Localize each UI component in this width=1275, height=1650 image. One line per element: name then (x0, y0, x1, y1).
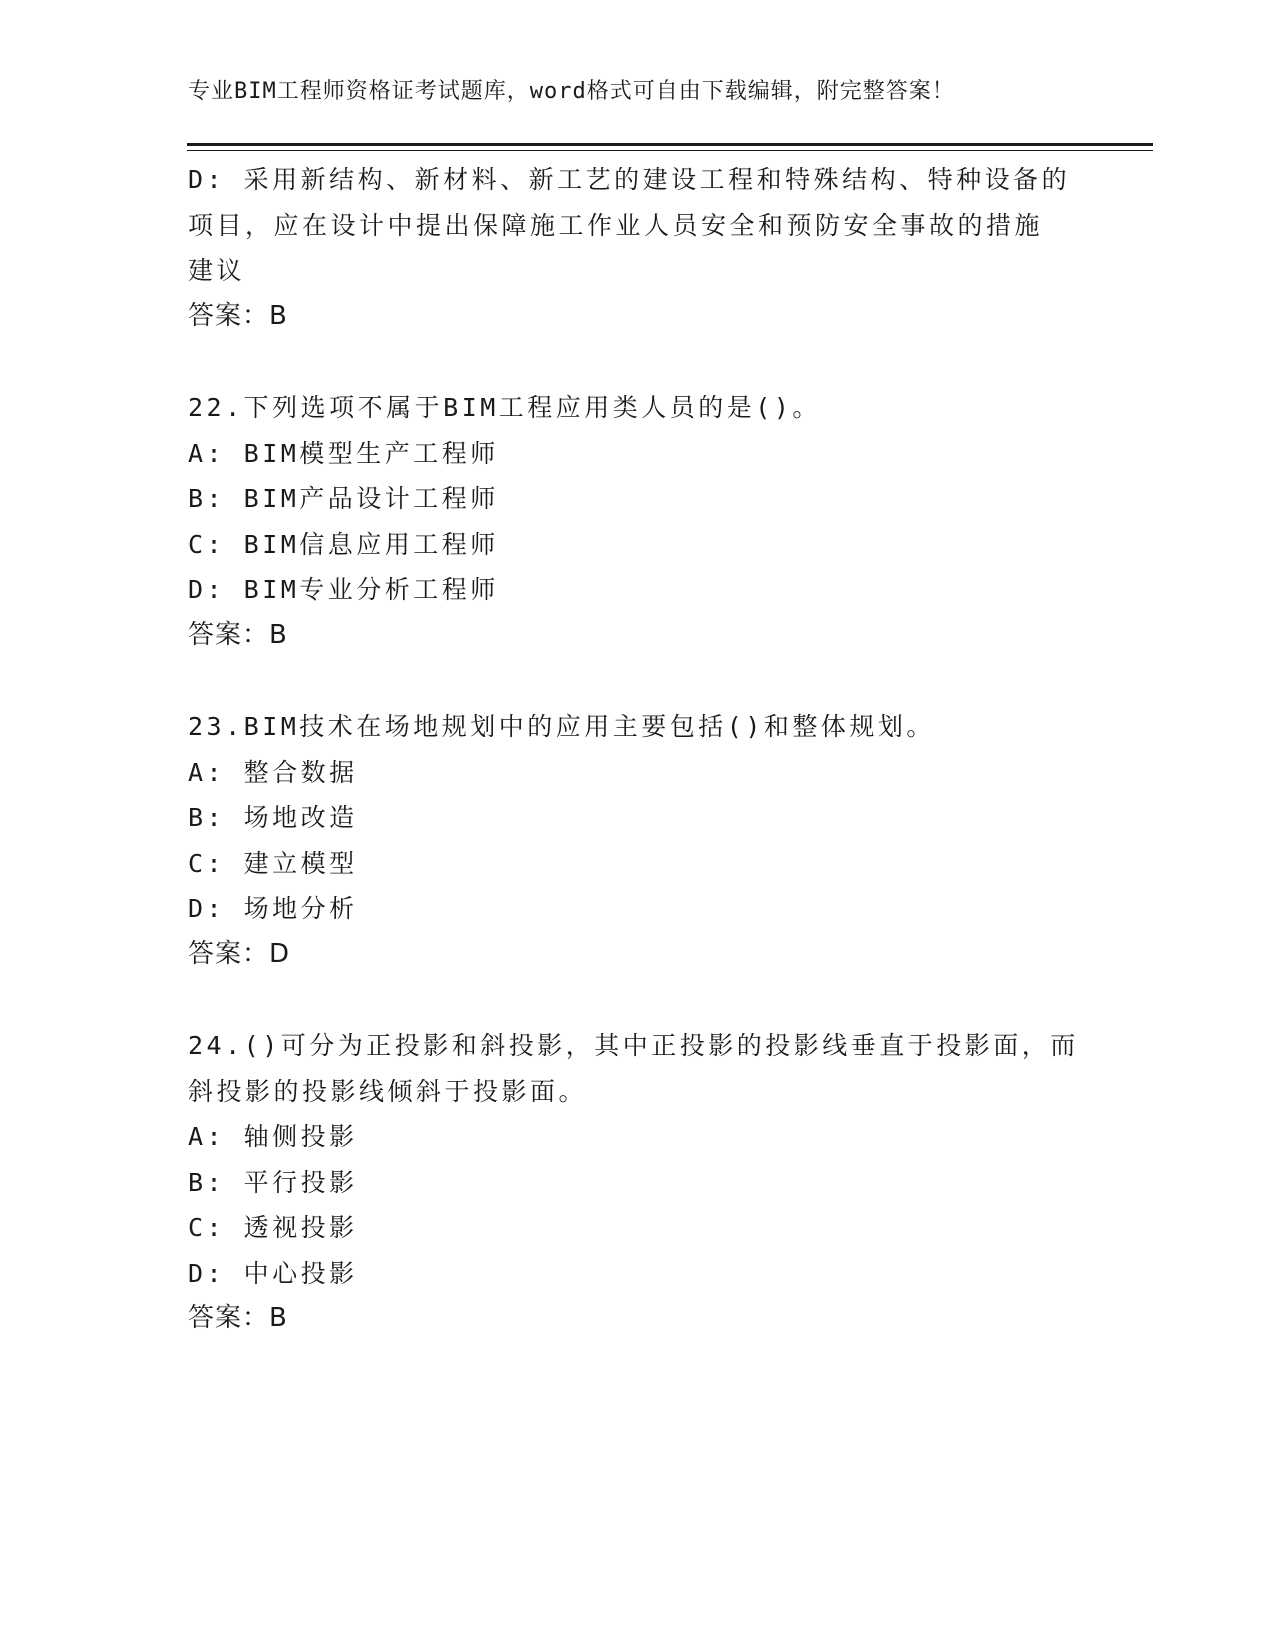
answer-line: 答案：B (188, 619, 288, 650)
question-24 (188, 1023, 1088, 1342)
option-a: A: 轴侧投影 (188, 1122, 358, 1151)
spacer (188, 658, 1088, 704)
answer-line: 答案：D (188, 938, 291, 969)
question-stem: 22.下列选项不属于BIM工程应用类人员的是()。 (188, 393, 821, 422)
question-stem: 斜投影的投影线倾斜于投影面。 (188, 1076, 588, 1106)
question-22 (188, 385, 1088, 658)
option-c: C: BIM信息应用工程师 (188, 529, 499, 559)
spacer (188, 977, 1088, 1023)
option-b: B: 平行投影 (188, 1167, 358, 1197)
option-d: D: 中心投影 (188, 1258, 358, 1288)
option-a: A: BIM模型生产工程师 (188, 438, 499, 468)
option-c: C: 透视投影 (188, 1213, 358, 1242)
option-d: D: 场地分析 (188, 894, 358, 923)
spacer (188, 339, 1088, 385)
option-d: D: BIM专业分析工程师 (188, 575, 499, 604)
answer-line: 答案：B (188, 1303, 288, 1333)
answer-line: 答案：B (188, 300, 288, 331)
option-d-line: 项目，应在设计中提出保障施工作业人员安全和预防安全事故的措施 (188, 210, 1044, 240)
option-b: B: 场地改造 (188, 803, 358, 832)
page-header: 专业BIM工程师资格证考试题库，word格式可自由下载编辑，附完整答案！ (188, 79, 955, 104)
question-23 (188, 704, 1088, 977)
option-c: C: 建立模型 (188, 848, 358, 878)
question-21-continuation (188, 157, 1088, 339)
question-stem: 23.BIM技术在场地规划中的应用主要包括()和整体规划。 (188, 712, 935, 741)
option-d-line: 建议 (188, 256, 246, 285)
option-b: B: BIM产品设计工程师 (188, 484, 499, 513)
header-divider-thin (187, 150, 1153, 151)
option-d-line: D: 采用新结构、新材料、新工艺的建设工程和特殊结构、特种设备的 (188, 165, 1071, 194)
question-content (188, 157, 1088, 1342)
question-stem: 24.()可分为正投影和斜投影，其中正投影的投影线垂直于投影面，而 (188, 1031, 1079, 1060)
header-divider-thick (187, 143, 1153, 146)
option-a: A: 整合数据 (188, 757, 358, 787)
